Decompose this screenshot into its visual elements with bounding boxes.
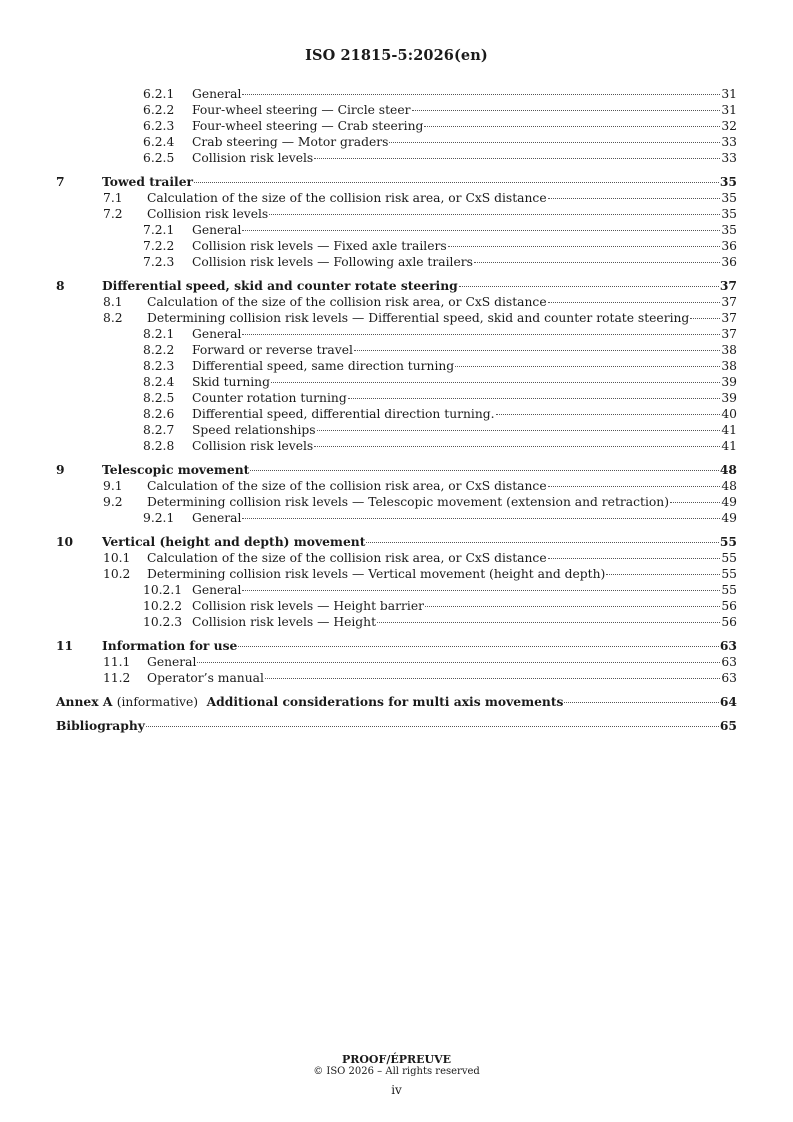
toc-leader-dots <box>564 702 718 703</box>
toc-entry-title[interactable]: General <box>192 511 242 525</box>
toc-entry[interactable] <box>56 206 737 222</box>
toc-leader-dots <box>242 518 720 519</box>
toc-entry-title[interactable]: Determining collision risk levels — Telescopic movement (extension and retraction) <box>147 495 669 509</box>
toc-entry-title[interactable]: Collision risk levels <box>147 207 269 221</box>
toc-entry-content <box>192 614 737 630</box>
toc-entry-title[interactable]: Vertical (height and depth) movement <box>102 534 366 549</box>
toc-entry[interactable] <box>56 118 737 134</box>
toc-entry-content <box>192 390 737 406</box>
toc-entry-page: 37 <box>719 278 737 293</box>
toc-entry-page: 38 <box>721 359 737 373</box>
toc-leader-dots <box>606 574 720 575</box>
toc-leader-dots <box>271 382 720 383</box>
toc-leader-dots <box>317 430 721 431</box>
toc-entry-page: 48 <box>719 462 737 477</box>
toc-entry[interactable] <box>56 534 737 550</box>
toc-leader-dots <box>474 262 720 263</box>
toc-entry-annex-a[interactable] <box>56 694 737 710</box>
toc-entry-page: 56 <box>721 599 737 613</box>
toc-entry-title[interactable]: General <box>192 583 242 597</box>
toc-entry-title[interactable]: Collision risk levels — Following axle trailers <box>192 255 473 269</box>
toc-entry-content <box>147 566 737 582</box>
toc-entry-number: 10.2 <box>103 567 131 581</box>
toc-entry[interactable] <box>56 654 737 670</box>
toc-entry-title[interactable]: General <box>192 223 242 237</box>
toc-entry-number: 6.2.5 <box>143 151 175 165</box>
toc-entry-number: 10.1 <box>103 551 131 565</box>
toc-leader-dots <box>548 558 721 559</box>
toc-entry[interactable] <box>56 374 737 390</box>
toc-entry-number: 9.2.1 <box>143 511 175 525</box>
toc-entry[interactable] <box>56 310 737 326</box>
toc-entry-title[interactable]: Calculation of the size of the collision risk area, or CxS distance <box>147 479 547 493</box>
toc-entry-page: 55 <box>719 534 737 549</box>
toc-leader-dots <box>197 662 720 663</box>
toc-entry[interactable] <box>56 390 737 406</box>
toc-entry-number: 8.2.6 <box>143 407 175 421</box>
toc-entry[interactable] <box>56 294 737 310</box>
toc-entry-content <box>147 206 737 222</box>
toc-entry[interactable] <box>56 510 737 526</box>
toc-leader-dots <box>425 606 720 607</box>
toc-entry[interactable] <box>56 582 737 598</box>
copyright-notice: © ISO 2026 – All rights reserved <box>313 1066 480 1077</box>
toc-entry-content <box>147 494 737 510</box>
toc-entry[interactable] <box>56 342 737 358</box>
toc-entry[interactable] <box>56 638 737 654</box>
toc-leader-dots <box>548 198 721 199</box>
toc-entry-title[interactable]: Differential speed, skid and counter rotate steering <box>102 278 458 293</box>
toc-entry-page: 36 <box>721 239 737 253</box>
toc-entry-content <box>102 462 737 478</box>
toc-entry-title[interactable]: Information for use <box>102 638 238 653</box>
toc-leader-dots <box>314 446 720 447</box>
toc-entry-content <box>102 174 737 190</box>
toc-entry-number: 10.2.1 <box>143 583 183 597</box>
toc-leader-dots <box>455 366 720 367</box>
toc-entry-page: 37 <box>721 295 737 309</box>
toc-entry-title[interactable]: General <box>192 327 242 341</box>
toc-entry[interactable] <box>56 134 737 150</box>
toc-entry-page: 37 <box>721 311 737 325</box>
toc-entry-title[interactable]: Determining collision risk levels — Vertical movement (height and depth) <box>147 567 606 581</box>
bibliography-title[interactable]: Bibliography <box>56 718 145 733</box>
toc-entry-page: 35 <box>719 174 737 189</box>
toc-entry-number: 8.2.4 <box>143 375 175 389</box>
toc-entry-page: 63 <box>721 671 737 685</box>
toc-entry-number: 7.2 <box>103 207 123 221</box>
toc-entry[interactable] <box>56 222 737 238</box>
toc-entry-content <box>192 342 737 358</box>
toc-entry-title[interactable]: General <box>147 655 197 669</box>
toc-entry-number: 8 <box>56 278 65 293</box>
toc-entry[interactable] <box>56 566 737 582</box>
toc-entry-content <box>192 254 737 270</box>
toc-entry-content <box>147 550 737 566</box>
toc-leader-dots <box>377 622 720 623</box>
toc-entry[interactable] <box>56 494 737 510</box>
annex-qualifier: (informative) <box>116 695 199 709</box>
toc-entry-content <box>102 278 737 294</box>
toc-entry-number: 11.1 <box>103 655 131 669</box>
toc-entry-page: 41 <box>721 439 737 453</box>
toc-entry-page: 41 <box>721 423 737 437</box>
toc-leader-dots <box>366 542 718 543</box>
toc-leader-dots <box>348 398 721 399</box>
page-footer <box>0 1054 793 1098</box>
toc-entry-page: 39 <box>721 391 737 405</box>
toc-entry[interactable] <box>56 190 737 206</box>
toc-leader-dots <box>269 214 720 215</box>
toc-entry-number: 8.2.2 <box>143 343 175 357</box>
toc-entry-title[interactable]: Skid turning <box>192 375 270 389</box>
toc-entry-page: 32 <box>721 119 737 133</box>
toc-entry-number: 8.1 <box>103 295 123 309</box>
toc-entry-page: 49 <box>721 511 737 525</box>
toc-entry-page: 37 <box>721 327 737 341</box>
toc-entry-page: 31 <box>721 87 737 101</box>
toc-entry-page: 40 <box>721 407 737 421</box>
toc-leader-dots <box>548 486 721 487</box>
toc-entry-content <box>102 534 737 550</box>
toc-entry-content <box>192 86 737 102</box>
toc-entry-content <box>192 422 737 438</box>
toc-entry-content <box>192 438 737 454</box>
toc-entry-title[interactable]: Determining collision risk levels — Differential speed, skid and counter rotate steering <box>147 311 690 325</box>
toc-leader-dots <box>194 182 719 183</box>
toc-entry-number: 11.2 <box>103 671 131 685</box>
toc-entry-page: 49 <box>721 495 737 509</box>
toc-entry-title[interactable]: Forward or reverse travel <box>192 343 353 357</box>
toc-leader-dots <box>250 470 719 471</box>
toc-entry-title[interactable]: Towed trailer <box>102 174 194 189</box>
toc-entry-page: 36 <box>721 255 737 269</box>
proof-label: PROOF/ÉPREUVE <box>341 1053 452 1066</box>
bibliography-page: 65 <box>719 718 737 733</box>
toc-leader-dots <box>242 334 720 335</box>
toc-entry[interactable] <box>56 278 737 294</box>
toc-entry-content <box>102 638 737 654</box>
toc-entry-content <box>192 118 737 134</box>
toc-entry-title[interactable]: Operator’s manual <box>147 671 264 685</box>
toc-entry-title[interactable]: Collision risk levels — Fixed axle trailers <box>192 239 447 253</box>
toc-entry-number: 9.1 <box>103 479 123 493</box>
toc-entry-title[interactable]: Differential speed, same direction turning <box>192 359 455 373</box>
toc-leader-dots <box>354 350 720 351</box>
toc-entry-content <box>147 654 737 670</box>
toc-entry-number: 8.2 <box>103 311 123 325</box>
toc-entry-title[interactable]: Four-wheel steering — Crab steering <box>192 119 424 133</box>
toc-entry-content <box>147 670 737 686</box>
toc-entry[interactable] <box>56 254 737 270</box>
toc-entry-page: 55 <box>721 583 737 597</box>
document-header: ISO 21815-5:2026(en) <box>305 47 488 64</box>
toc-entry-title[interactable]: Speed relationships <box>192 423 316 437</box>
toc-entry[interactable] <box>56 326 737 342</box>
toc-entry-title[interactable]: Crab steering — Motor graders <box>192 135 389 149</box>
annex-title[interactable]: Additional considerations for multi axis movements <box>206 694 564 709</box>
toc-entry-number: 9 <box>56 462 65 477</box>
toc-leader-dots <box>314 158 720 159</box>
toc-entry-content <box>192 406 737 422</box>
toc-entry[interactable] <box>56 550 737 566</box>
toc-entry-page: 55 <box>721 567 737 581</box>
toc-entry-page: 39 <box>721 375 737 389</box>
toc-entry-number: 8.2.7 <box>143 423 175 437</box>
toc-entry-title[interactable]: Calculation of the size of the collision risk area, or CxS distance <box>147 551 547 565</box>
toc-leader-dots <box>459 286 719 287</box>
toc-entry-title[interactable]: Collision risk levels — Height barrier <box>192 599 424 613</box>
toc-entry-title[interactable]: Counter rotation turning <box>192 391 347 405</box>
toc-entry-title[interactable]: General <box>192 87 242 101</box>
toc-entry-content <box>147 190 737 206</box>
toc-entry-title[interactable]: Telescopic movement <box>102 462 250 477</box>
toc-entry-content <box>147 478 737 494</box>
toc-leader-dots <box>238 646 719 647</box>
toc-entry-content <box>192 598 737 614</box>
toc-entry-number: 6.2.2 <box>143 103 175 117</box>
toc-leader-dots <box>424 126 720 127</box>
toc-entry-title[interactable]: Differential speed, differential direction turning. <box>192 407 495 421</box>
toc-entry[interactable] <box>56 422 737 438</box>
toc-entry-title[interactable]: Calculation of the size of the collision risk area, or CxS distance <box>147 295 547 309</box>
toc-leader-dots <box>389 142 720 143</box>
toc-entry-content <box>192 358 737 374</box>
toc-entry[interactable] <box>56 174 737 190</box>
toc-entry-number: 8.2.3 <box>143 359 175 373</box>
toc-entry-bibliography[interactable] <box>56 718 737 734</box>
toc-entry-number: 8.2.5 <box>143 391 175 405</box>
toc-entry[interactable] <box>56 406 737 422</box>
toc-entry-number: 8.2.8 <box>143 439 175 453</box>
toc-entry-content <box>192 510 737 526</box>
toc-entry-number: 10.2.3 <box>143 615 183 629</box>
toc-leader-dots <box>548 302 721 303</box>
toc-entry-page: 63 <box>721 655 737 669</box>
toc-entry-number: 10 <box>56 534 74 549</box>
annex-label[interactable]: Annex A <box>56 694 113 709</box>
toc-entry-content <box>147 294 737 310</box>
toc-entry-number: 7 <box>56 174 65 189</box>
toc-entry-page: 35 <box>721 191 737 205</box>
toc-entry-number: 6.2.4 <box>143 135 175 149</box>
page-number: iv <box>391 1083 402 1097</box>
toc-entry-page: 38 <box>721 343 737 357</box>
toc-entry-content <box>192 326 737 342</box>
toc-entry-page: 33 <box>721 151 737 165</box>
toc-entry[interactable] <box>56 614 737 630</box>
toc-entry[interactable] <box>56 102 737 118</box>
toc-entry-number: 7.2.3 <box>143 255 175 269</box>
toc-entry[interactable] <box>56 86 737 102</box>
toc-leader-dots <box>242 230 720 231</box>
toc-entry-content <box>192 134 737 150</box>
toc-entry-number: 6.2.1 <box>143 87 175 101</box>
toc-entry[interactable] <box>56 358 737 374</box>
toc-entry-title[interactable]: Calculation of the size of the collision risk area, or CxS distance <box>147 191 547 205</box>
toc-entry-content <box>147 310 737 326</box>
table-of-contents <box>56 86 737 734</box>
toc-entry[interactable] <box>56 438 737 454</box>
toc-leader-dots <box>146 726 719 727</box>
toc-entry-title[interactable]: Collision risk levels <box>192 151 314 165</box>
toc-entry-number: 8.2.1 <box>143 327 175 341</box>
toc-leader-dots <box>690 318 720 319</box>
toc-entry-page: 31 <box>721 103 737 117</box>
toc-entry-content <box>56 694 737 710</box>
toc-entry[interactable] <box>56 670 737 686</box>
toc-entry-number: 7.1 <box>103 191 123 205</box>
toc-entry-content <box>192 102 737 118</box>
toc-entry-content <box>192 238 737 254</box>
toc-leader-dots <box>242 94 720 95</box>
toc-entry-page: 35 <box>721 207 737 221</box>
toc-entry[interactable] <box>56 238 737 254</box>
toc-entry-page: 35 <box>721 223 737 237</box>
toc-entry-content <box>192 150 737 166</box>
annex-page: 64 <box>719 694 737 709</box>
toc-leader-dots <box>265 678 720 679</box>
toc-leader-dots <box>412 110 721 111</box>
toc-entry[interactable] <box>56 598 737 614</box>
toc-entry-content <box>192 222 737 238</box>
toc-entry-content <box>192 582 737 598</box>
toc-leader-dots <box>242 590 720 591</box>
toc-entry[interactable] <box>56 478 737 494</box>
toc-entry-page: 33 <box>721 135 737 149</box>
toc-entry[interactable] <box>56 150 737 166</box>
toc-entry-title[interactable]: Four-wheel steering — Circle steer <box>192 103 411 117</box>
toc-entry-content <box>192 374 737 390</box>
toc-entry-number: 7.2.2 <box>143 239 175 253</box>
toc-entry-page: 48 <box>721 479 737 493</box>
toc-entry-page: 56 <box>721 615 737 629</box>
toc-leader-dots <box>670 502 720 503</box>
toc-entry-number: 7.2.1 <box>143 223 175 237</box>
toc-entry-title[interactable]: Collision risk levels — Height <box>192 615 377 629</box>
toc-entry-number: 6.2.3 <box>143 119 175 133</box>
toc-entry-page: 63 <box>719 638 737 653</box>
toc-entry-title[interactable]: Collision risk levels <box>192 439 314 453</box>
toc-entry-page: 55 <box>721 551 737 565</box>
toc-entry-number: 10.2.2 <box>143 599 183 613</box>
toc-entry-content <box>56 718 737 734</box>
toc-leader-dots <box>448 246 721 247</box>
toc-entry-number: 11 <box>56 638 74 653</box>
toc-entry[interactable] <box>56 462 737 478</box>
toc-entry-number: 9.2 <box>103 495 123 509</box>
toc-leader-dots <box>496 414 721 415</box>
